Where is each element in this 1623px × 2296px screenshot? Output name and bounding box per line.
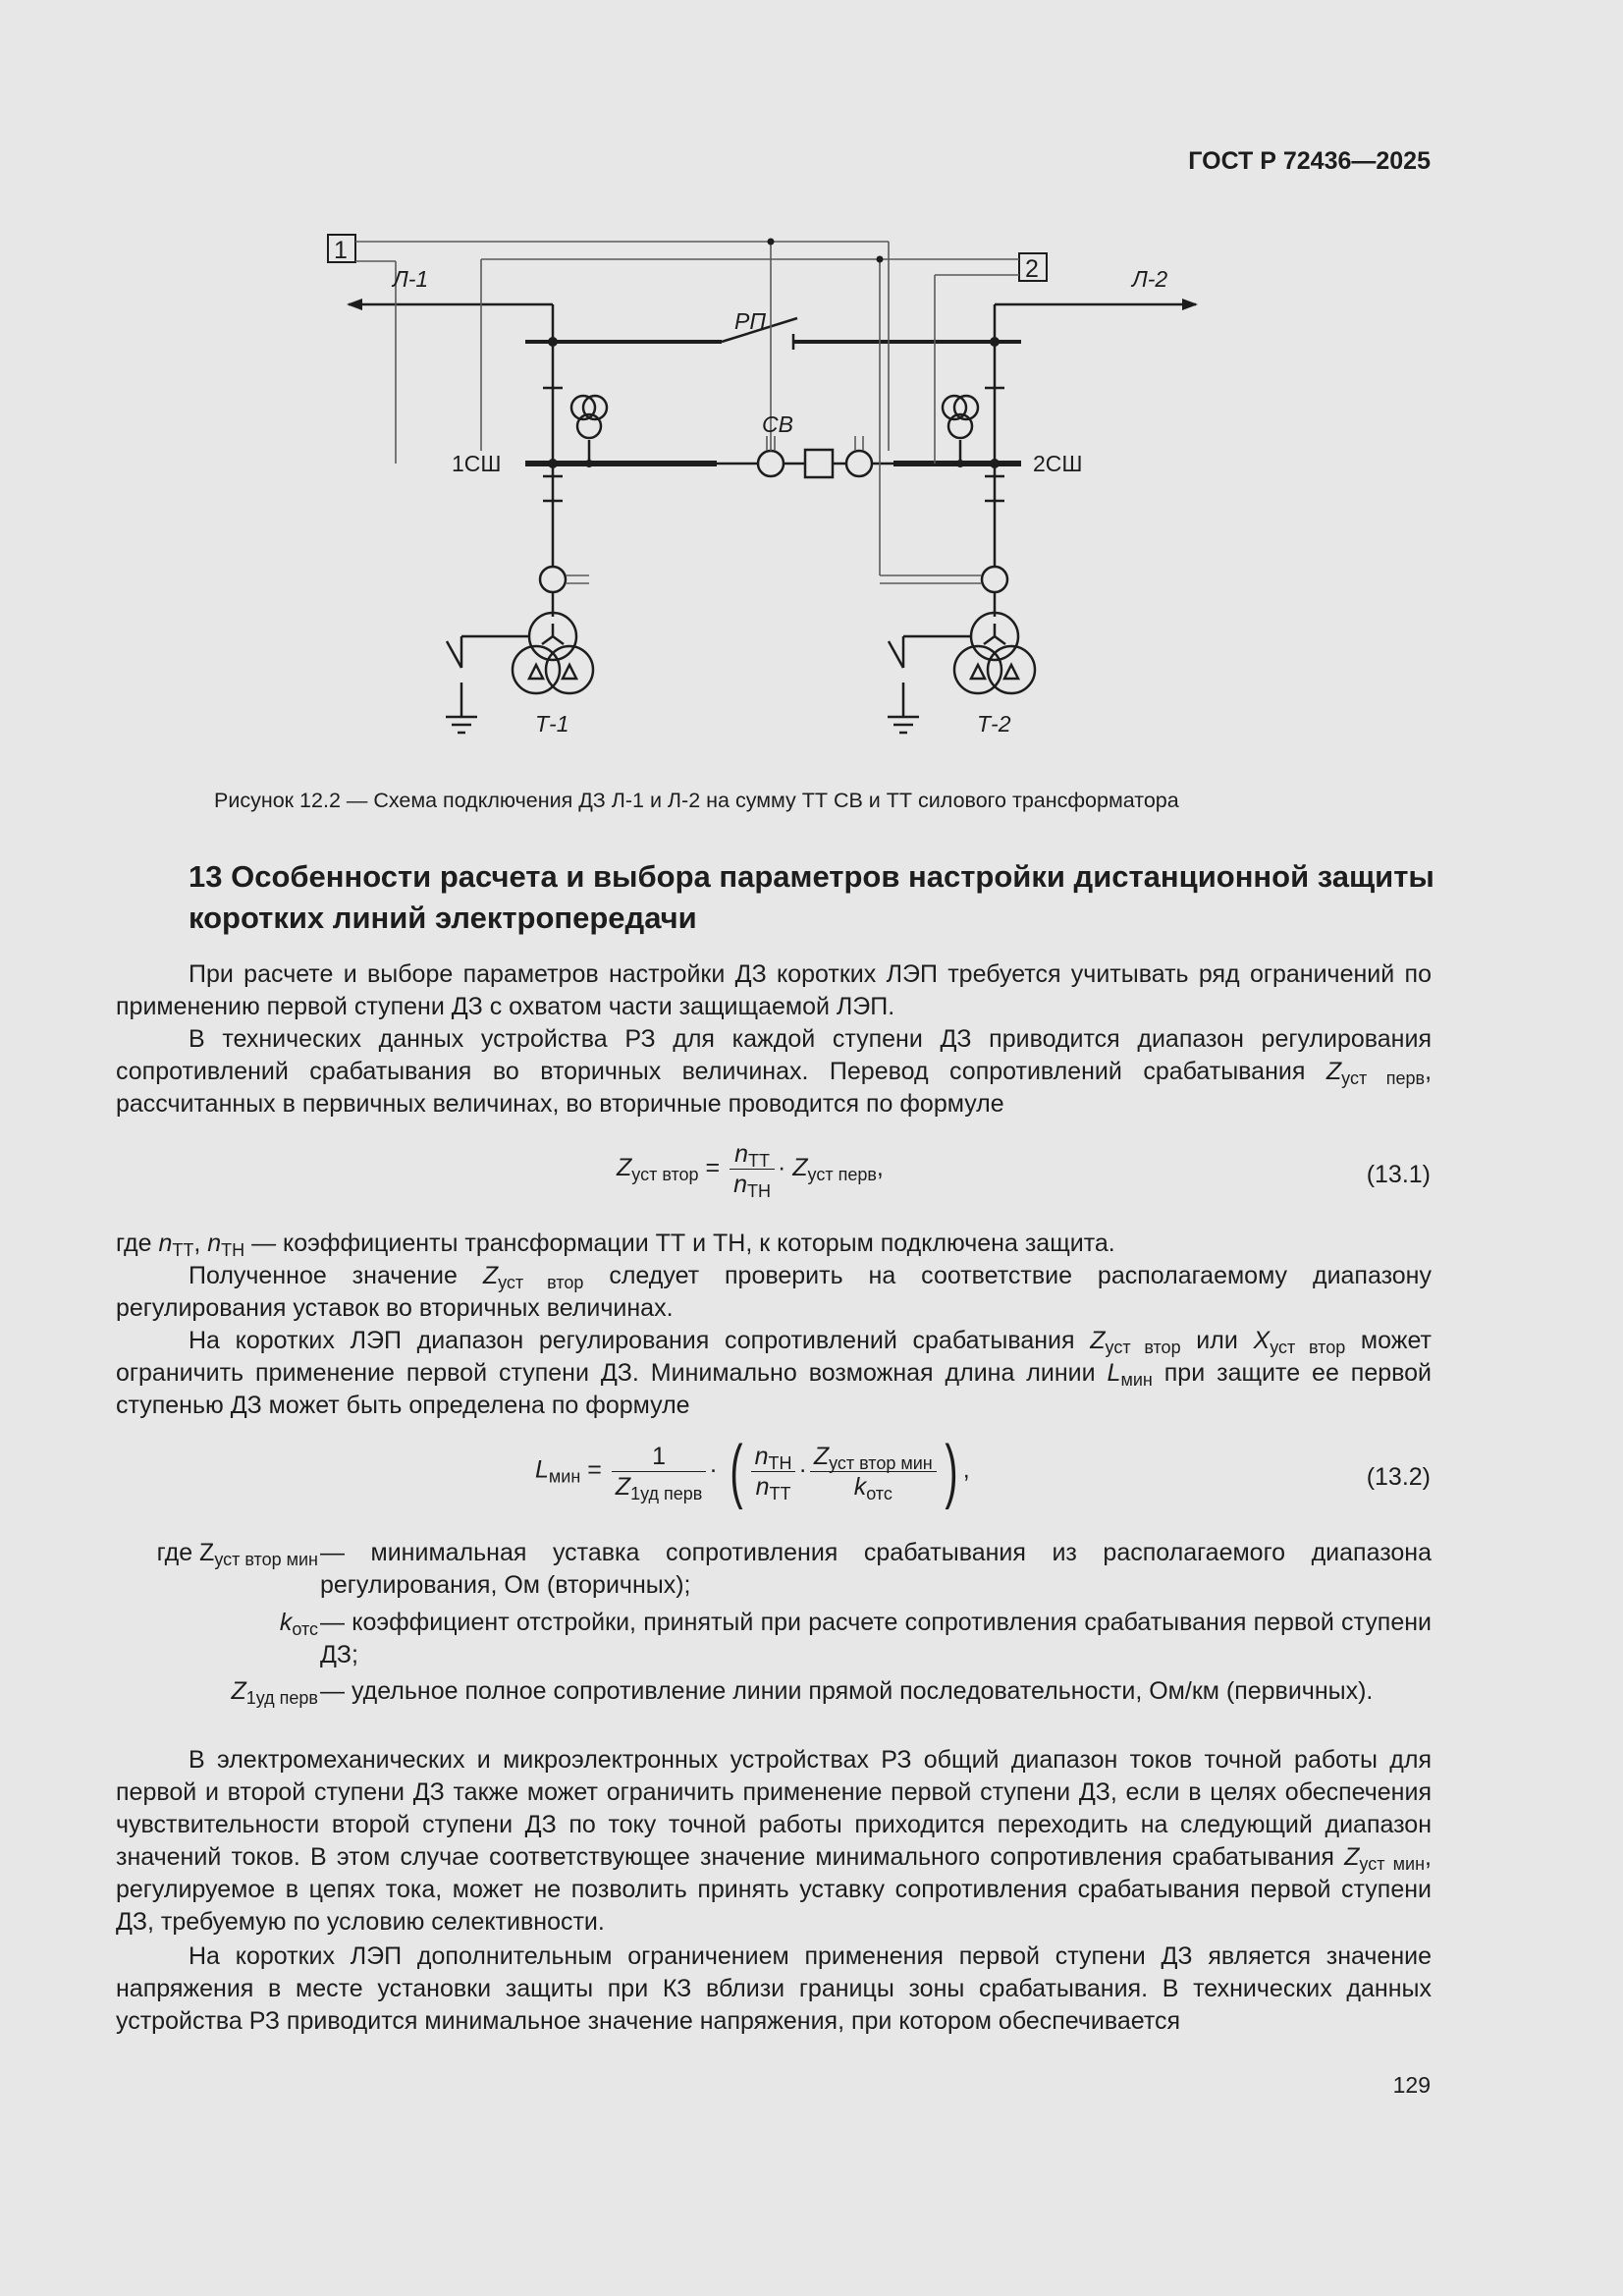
def-text-2: — коэффициент отстройки, принятый при расчете сопротивления срабатывания первой ступени ДЗ;: [320, 1609, 1432, 1668]
def-text-3: — удельное полное сопротивление линии прямой последовательности, Ом/км (первичных).: [320, 1677, 1374, 1705]
figure-caption: Рисунок 12.2 — Схема подключения ДЗ Л-1 и Л-2 на сумму ТТ СВ и ТТ силового трансформатора: [214, 789, 1179, 812]
def-label-1: где $Z_{уст втор мин}$: [156, 1539, 318, 1570]
formula-13-2-number: (13.2): [1366, 1463, 1431, 1491]
paragraph-2: В технических данных устройства РЗ для каждой ступени ДЗ приводится диапазон регулирования сопротивлений срабатывания во вторичных величинах. Перевод сопротивлений срабатывания $Z_{уст перв}$, рассчитанных в первичных величинах, во вторичные проводится по формуле: [116, 1025, 1433, 1118]
formula-13-1: $Z_{уст втор}$ = $\frac{n_{ТТ}}{n_{ТН}}$ · $Z_{уст перв}$,: [617, 1140, 884, 1202]
t1-label: Т-1: [535, 711, 569, 737]
paragraph-5: На коротких ЛЭП диапазон регулирования сопротивлений срабатывания $Z_{уст втор}$ или $X_{уст втор}$ может ограничить применение первой ступени ДЗ. Минимально возможная длина линии $L_{мин}$ при защите ее первой ступенью ДЗ может быть определена по формуле: [116, 1327, 1432, 1419]
section-title: 13 Особенности расчета и выбора параметров настройки дистанционной защиты коротких линий электропередачи: [189, 859, 1434, 935]
paragraph-1: При расчете и выборе параметров настройки ДЗ коротких ЛЭП требуется учитывать ряд ограничений по применению первой ступени ДЗ с охватом части защищаемой ЛЭП.: [116, 960, 1432, 1020]
formula-13-1-number: (13.1): [1366, 1161, 1431, 1188]
sv-label: СВ: [762, 411, 793, 437]
connection-diagram: [324, 226, 1237, 756]
paragraph-6: В электромеханических и микроэлектронных устройствах РЗ общий диапазон токов точной работы для первой и второй ступени ДЗ также может ограничить применение первой ступени ДЗ, если в целях обеспечения чувствительности второй ступени ДЗ по току точной работы приходится переходить на следующий диапазон значений токов. В этом случае соответствующее значение минимального сопротивления срабатывания $Z_{уст мин}$, регулируемое в цепях тока, может не позволить принять уставку сопротивления срабатывания первой ступени ДЗ, требуемую по условию селективности.: [116, 1746, 1432, 1936]
box2-label: 2: [1025, 255, 1039, 283]
def-text-1: — минимальная уставка сопротивления срабатывания из располагаемого диапазона регулирования, Ом (вторичных);: [320, 1539, 1432, 1599]
standard-header: ГОСТ Р 72436—2025: [1188, 147, 1431, 175]
rp-label: РП: [734, 308, 767, 334]
paragraph-3: где $n_{ТТ}$, $n_{ТН}$ — коэффициенты трансформации ТТ и ТН, к которым подключена защита.: [116, 1230, 1115, 1261]
def-label-2: $k_{отс}$: [279, 1609, 318, 1640]
bus2-label: 2СШ: [1033, 451, 1083, 476]
line1-label: Л-1: [393, 266, 429, 292]
paragraph-4: Полученное значение $Z_{уст втор}$ следует проверить на соответствие располагаемому диапазону регулирования уставок во вторичных величинах.: [116, 1262, 1432, 1322]
paragraph-7: На коротких ЛЭП дополнительным ограничением применения первой ступени ДЗ является значение напряжения в месте установки защиты при КЗ вблизи границы зоны срабатывания. В технических данных устройства РЗ приводится минимальное значение напряжения, при котором обеспечивается: [116, 1942, 1432, 2035]
t2-label: Т-2: [977, 711, 1011, 737]
formula-13-2: $L_{мин}$ = $\frac{1}{Z_{1уд перв}}$ · ( $\frac{n_{ТН}}{n_{ТТ}}$ · $\frac{Z_{уст втор мин}}{k_{отс}}$ ) ,: [535, 1432, 970, 1510]
bus1-label: 1СШ: [452, 451, 502, 476]
line2-label: Л-2: [1132, 266, 1168, 292]
box1-label: 1: [334, 237, 348, 264]
page-number: 129: [1392, 2072, 1431, 2098]
def-label-3: $Z_{1уд перв}$: [231, 1677, 318, 1709]
